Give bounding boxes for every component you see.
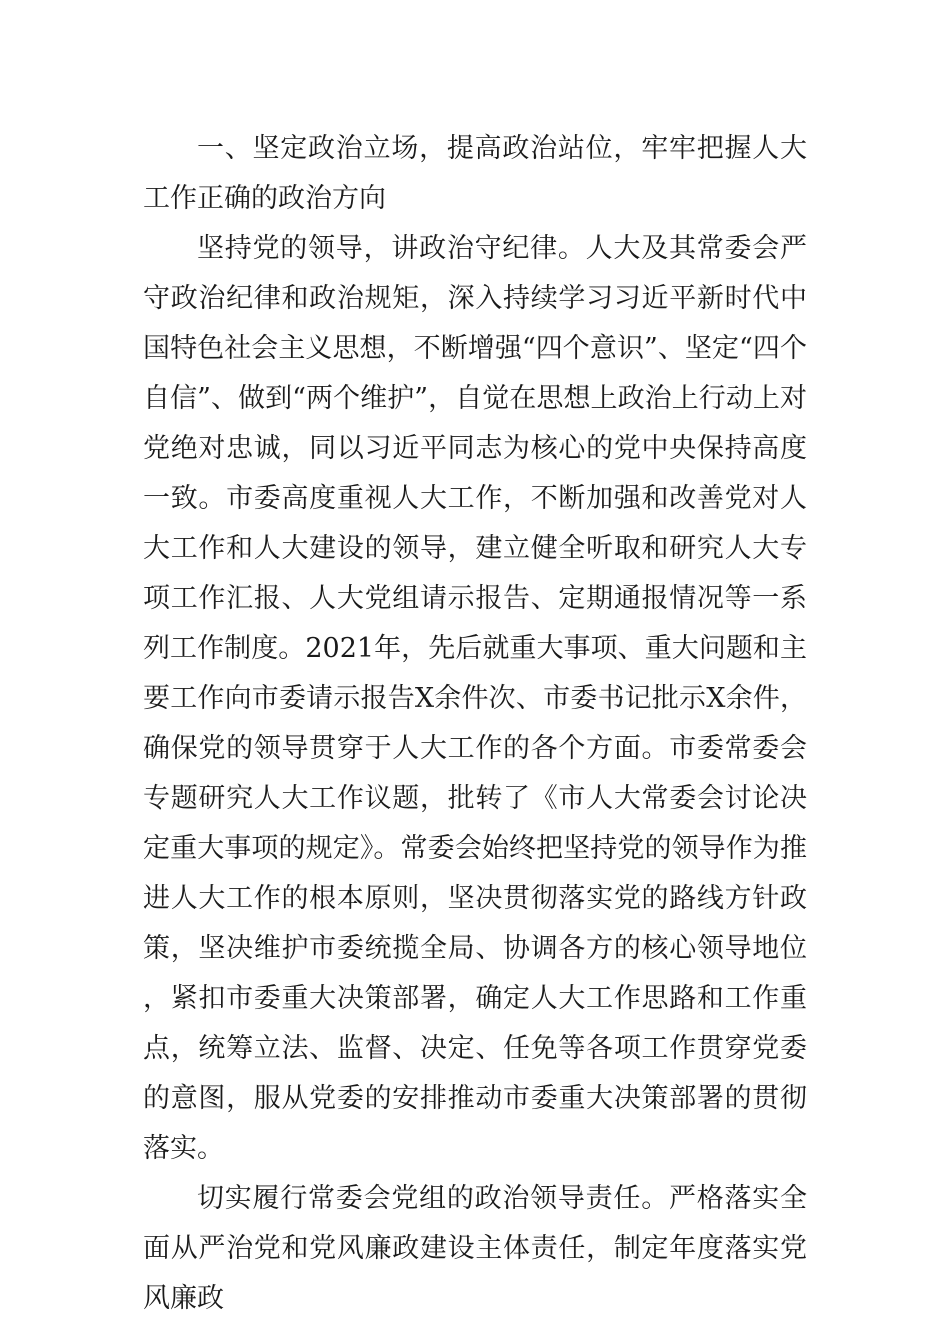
section-heading: 一、坚定政治立场，提高政治站位，牢牢把握人大工作正确的政治方向	[143, 133, 807, 214]
document-body	[143, 124, 807, 1324]
body-paragraph: 坚持党的领导，讲政治守纪律。人大及其常委会严守政治纪律和政治规矩，深入持续学习习近平新时代中国特色社会主义思想，不断增强“四个意识”、坚定“四个自信”、做到“两个维护”，自觉在思想上政治上行动上对党绝对忠诚，同以习近平同志为核心的党中央保持高度一致。市委高度重视人大工作，不断加强和改善党对人大工作和人大建设的领导，建立健全听取和研究人大专项工作汇报、人大党组请示报告、定期通报情况等一系列工作制度。2021年，先后就重大事项、重大问题和主要工作向市委请示报告X余件次、市委书记批示X余件，确保党的领导贯穿于人大工作的各个方面。市委常委会专题研究人大工作议题，批转了《市人大常委会讨论决定重大事项的规定》。常委会始终把坚持党的领导作为推进人大工作的根本原则，坚决贯彻落实党的路线方针政策，坚决维护市委统揽全局、协调各方的核心领导地位，紧扣市委重大决策部署，确定人大工作思路和工作重点，统筹立法、监督、决定、任免等各项工作贯穿党委的意图，服从党委的安排推动市委重大决策部署的贯彻落实。	[143, 233, 807, 1164]
body-paragraph: 切实履行常委会党组的政治领导责任。严格落实全面从严治党和党风廉政建设主体责任，制定年度落实党风廉政	[143, 1183, 807, 1314]
